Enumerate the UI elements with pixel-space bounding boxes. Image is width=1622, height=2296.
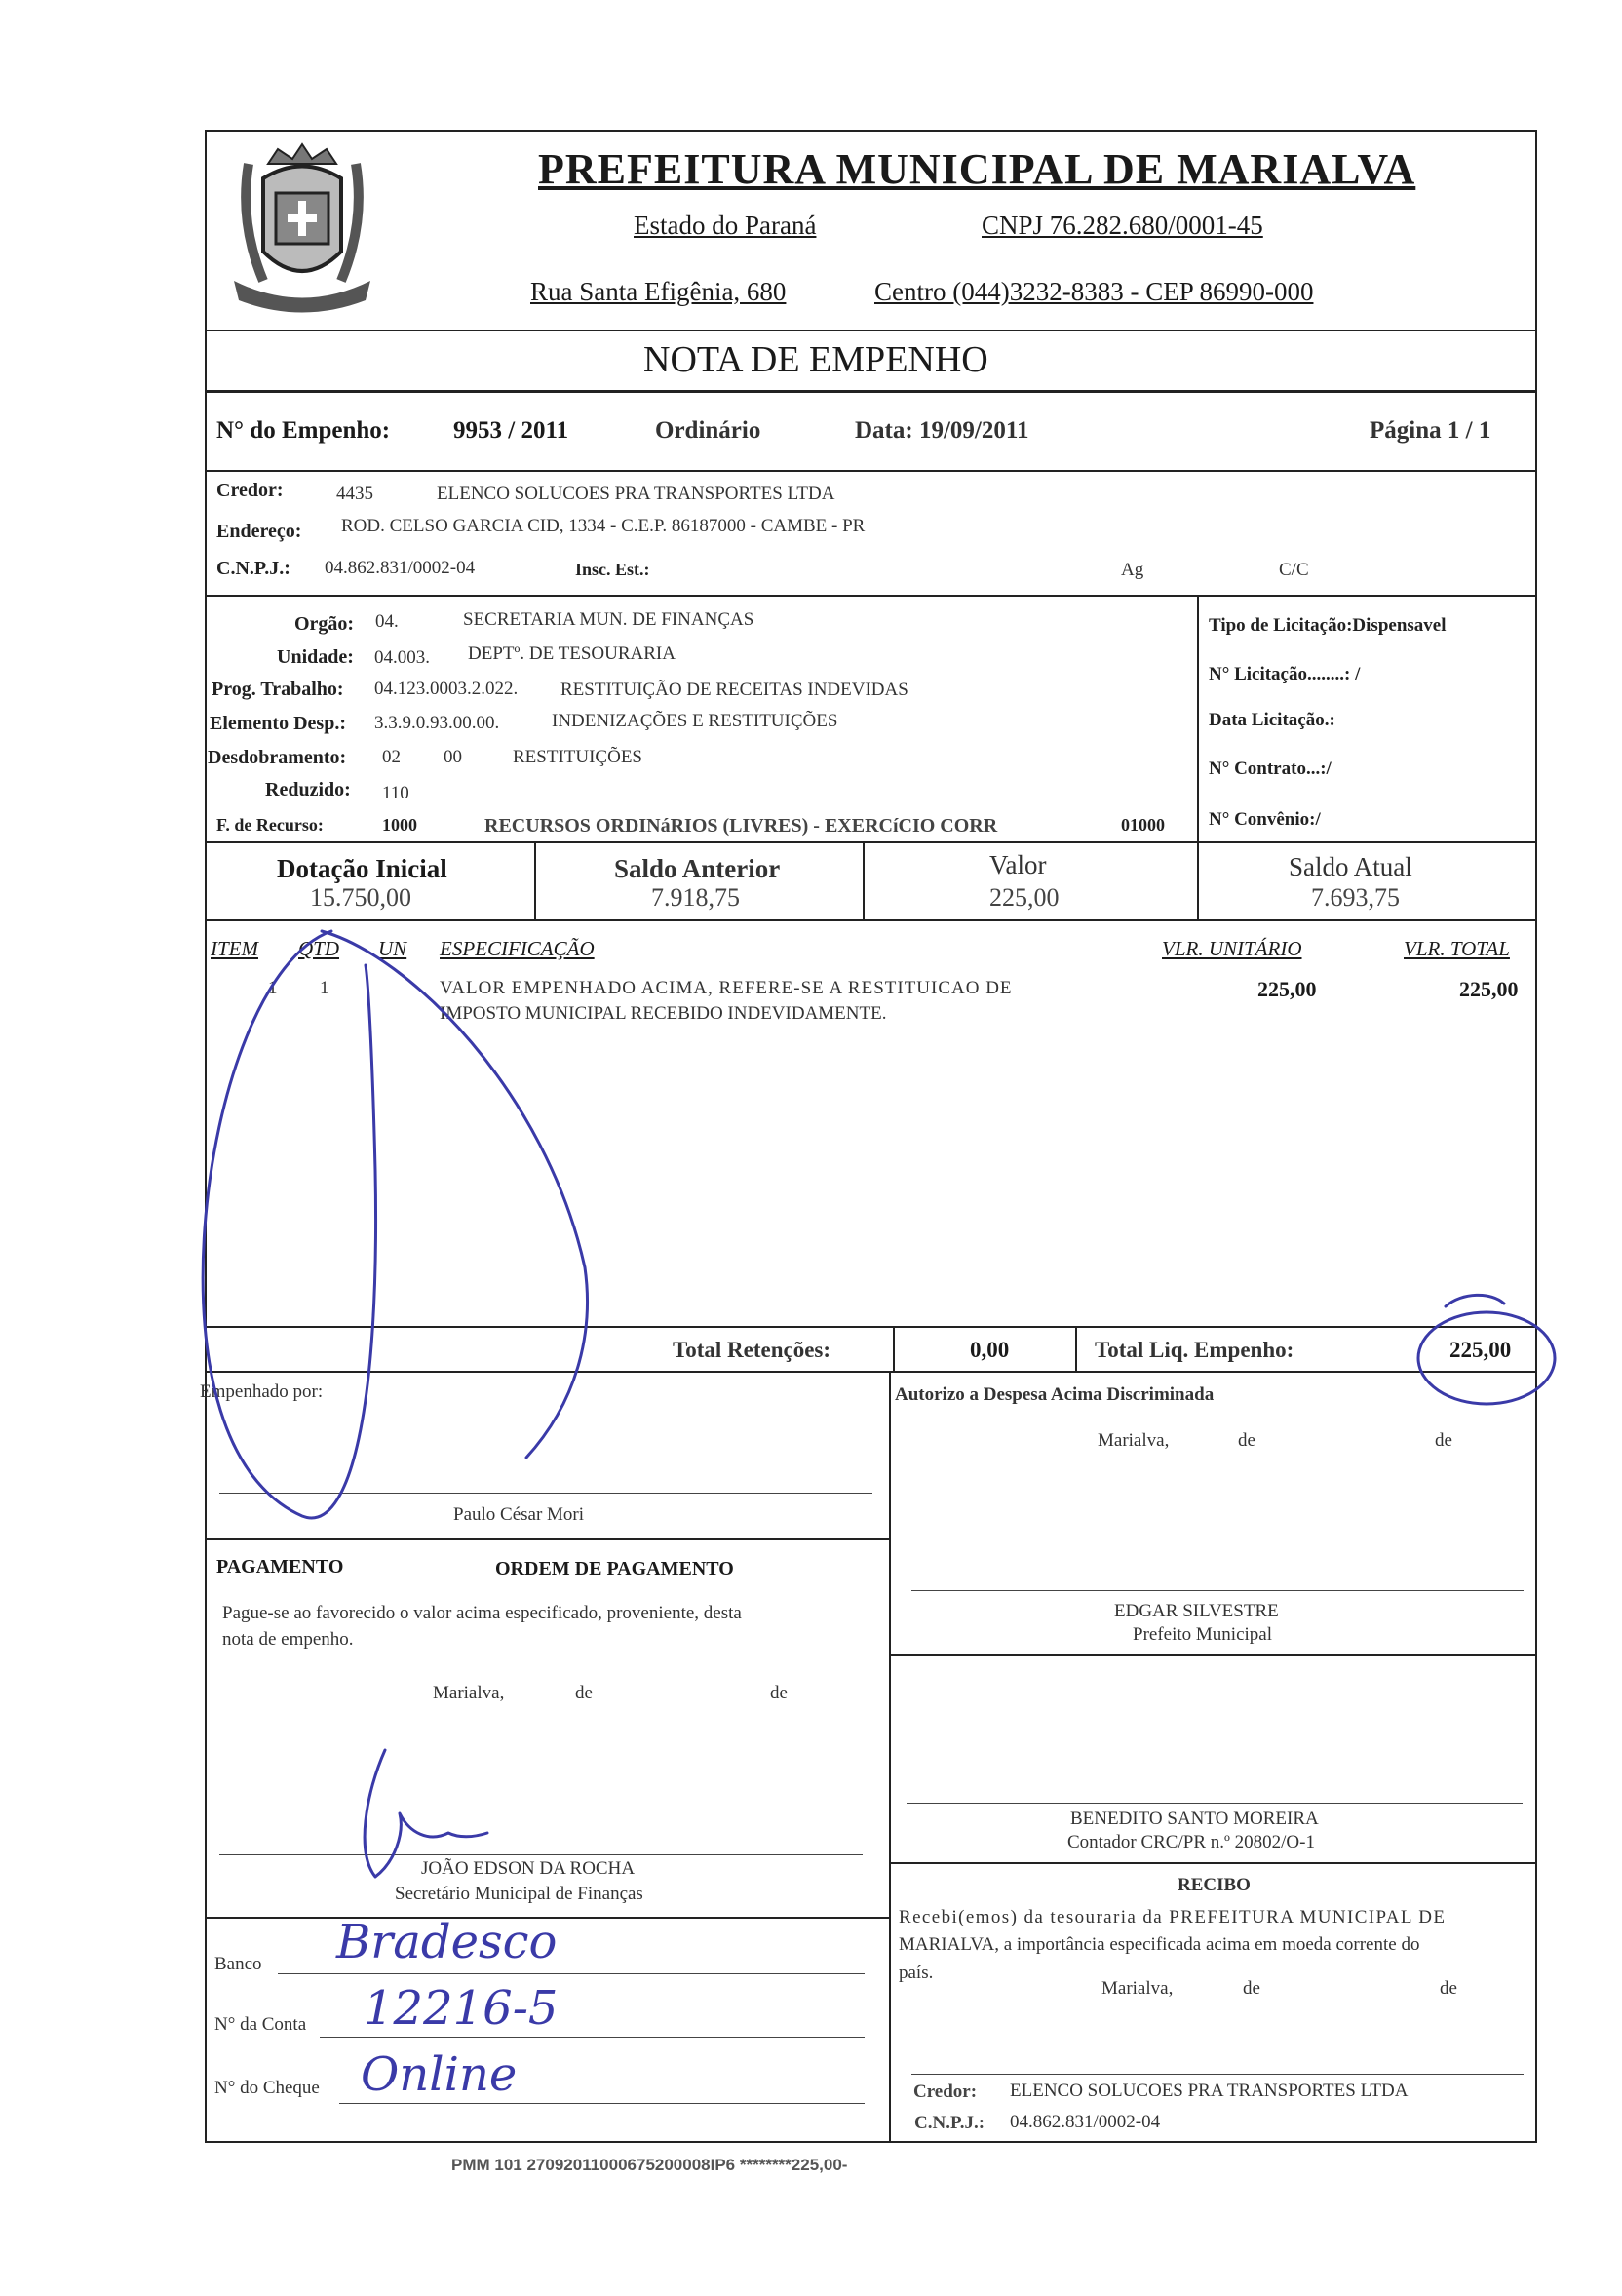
reduzido-label: Reduzido: (265, 779, 351, 800)
credor-code: 4435 (336, 484, 373, 504)
valor-label: Valor (989, 850, 1047, 879)
desdobramento-label: Desdobramento: (208, 747, 347, 768)
total-retencoes-value: 0,00 (970, 1338, 1010, 1362)
recurso-code: 1000 (382, 815, 417, 835)
col-especificacao: ESPECIFICAÇÃO (440, 937, 595, 960)
saldo-atual-label: Saldo Atual (1289, 852, 1412, 881)
insc-est-label: Insc. Est.: (575, 560, 650, 579)
empenhado-por-label: Empenhado por: (200, 1381, 324, 1402)
elemento-desp-code: 3.3.9.0.93.00.00. (374, 713, 500, 733)
item-qtd: 1 (320, 978, 329, 998)
recibo-credor-name: ELENCO SOLUCOES PRA TRANSPORTES LTDA (1010, 2081, 1409, 2101)
secretario-name: JOÃO EDSON DA ROCHA (421, 1858, 636, 1879)
agencia-label: Ag (1121, 560, 1144, 580)
item-especificacao-line1: VALOR EMPENHADO ACIMA, REFERE-SE A RESTITUICAO DE (440, 978, 1013, 998)
prog-trabalho-label: Prog. Trabalho: (212, 679, 344, 700)
prog-trabalho-name: RESTITUIÇÃO DE RECEITAS INDEVIDAS (560, 680, 908, 700)
saldo-anterior-value: 7.918,75 (651, 883, 740, 912)
col-qtd: QTD (298, 937, 340, 960)
street-address: Rua Santa Efigênia, 680 (530, 277, 787, 306)
credor-name: ELENCO SOLUCOES PRA TRANSPORTES LTDA (437, 484, 835, 504)
contador-name: BENEDITO SANTO MOREIRA (1070, 1809, 1319, 1829)
pagamento-de-1: de (575, 1683, 593, 1703)
item-valor-total: 225,00 (1459, 977, 1519, 1001)
unidade-code: 04.003. (374, 647, 430, 668)
desdobramento-b: 00 (444, 747, 462, 767)
recibo-cnpj: 04.862.831/0002-04 (1010, 2112, 1161, 2132)
elemento-desp-label: Elemento Desp.: (210, 713, 346, 734)
pagamento-de-2: de (770, 1683, 788, 1703)
col-un: UN (378, 937, 407, 960)
contador-role: Contador CRC/PR n.º 20802/O-1 (1067, 1832, 1315, 1852)
credor-cnpj-label: C.N.P.J.: (216, 558, 290, 579)
state-label: Estado do Paraná (634, 211, 817, 240)
recurso-label: F. de Recurso: (216, 815, 324, 835)
footer-code: PMM 101 27092011000675200008IP6 ********225,00- (451, 2156, 848, 2174)
autorizo-city: Marialva, (1098, 1430, 1170, 1451)
conta-handwritten: 12216-5 (364, 1981, 559, 2036)
orgao-label: Orgão: (294, 613, 355, 635)
recurso-name: RECURSOS ORDINáRIOS (LIVRES) - EXERCíCIO CORR (484, 815, 998, 837)
credor-address: ROD. CELSO GARCIA CID, 1334 - C.E.P. 86187000 - CAMBE - PR (341, 516, 866, 536)
autorizo-de-2: de (1435, 1430, 1452, 1451)
unidade-name: DEPTº. DE TESOURARIA (468, 643, 676, 664)
document-title: NOTA DE EMPENHO (643, 339, 988, 380)
numero-convenio: N° Convênio:/ (1209, 809, 1321, 830)
ordem-pagamento-label: ORDEM DE PAGAMENTO (495, 1558, 734, 1579)
total-liquido-label: Total Liq. Empenho: (1095, 1338, 1294, 1362)
pagamento-label: PAGAMENTO (216, 1556, 344, 1577)
recibo-city: Marialva, (1101, 1978, 1174, 1999)
empenho-number: 9953 / 2011 (453, 417, 569, 444)
tipo-licitacao: Tipo de Licitação:Dispensavel (1209, 615, 1447, 636)
credor-label: Credor: (216, 480, 284, 501)
saldo-atual-value: 7.693,75 (1311, 883, 1400, 912)
empenho-type: Ordinário (655, 417, 761, 444)
unidade-label: Unidade: (277, 646, 354, 668)
dotacao-inicial-label: Dotação Inicial (277, 854, 447, 883)
district-phone-cep: Centro (044)3232-8383 - CEP 86990-000 (874, 277, 1314, 306)
prefeito-role: Prefeito Municipal (1133, 1624, 1272, 1645)
col-valor-unitario: VLR. UNITÁRIO (1162, 937, 1302, 960)
municipality-title: PREFEITURA MUNICIPAL DE MARIALVA (538, 145, 1416, 193)
prefeito-name: EDGAR SILVESTRE (1114, 1601, 1279, 1621)
desdobramento-a: 02 (382, 747, 401, 767)
recibo-text-line2: MARIALVA, a importância especificada acima em moeda corrente do (899, 1934, 1420, 1955)
empenho-date: Data: 19/09/2011 (855, 417, 1029, 444)
saldo-anterior-label: Saldo Anterior (614, 854, 781, 883)
reduzido-value: 110 (382, 783, 409, 803)
cheque-label: N° do Cheque (214, 2078, 320, 2098)
data-licitacao: Data Licitação.: (1209, 710, 1335, 730)
endereco-label: Endereço: (216, 521, 302, 542)
pagamento-city: Marialva, (433, 1683, 505, 1703)
recibo-text-line1: Recebi(emos) da tesouraria da PREFEITURA MUNICIPAL DE (899, 1907, 1447, 1927)
autorizo-label: Autorizo a Despesa Acima Discriminada (895, 1384, 1215, 1405)
pagamento-text-line2: nota de empenho. (222, 1629, 354, 1650)
prog-trabalho-code: 04.123.0003.2.022. (374, 679, 519, 699)
conta-corrente-label: C/C (1279, 560, 1309, 580)
col-item: ITEM (211, 937, 258, 960)
desdobramento-name: RESTITUIÇÕES (513, 747, 642, 767)
recurso-code-2: 01000 (1121, 815, 1165, 835)
orgao-name: SECRETARIA MUN. DE FINANÇAS (463, 609, 754, 630)
item-number: 1 (268, 978, 278, 998)
page-number: Página 1 / 1 (1370, 417, 1491, 444)
recibo-cnpj-label: C.N.P.J.: (914, 2113, 985, 2133)
conta-label: N° da Conta (214, 2014, 307, 2035)
banco-label: Banco (214, 1954, 262, 1974)
autorizo-de-1: de (1238, 1430, 1255, 1451)
empenhado-por-name: Paulo César Mori (453, 1504, 585, 1525)
item-especificacao-line2: IMPOSTO MUNICIPAL RECEBIDO INDEVIDAMENTE. (440, 1003, 887, 1024)
item-valor-unitario: 225,00 (1257, 977, 1317, 1001)
total-liquido-value: 225,00 (1449, 1338, 1512, 1362)
pagamento-text-line1: Pague-se ao favorecido o valor acima especificado, proveniente, desta (222, 1603, 742, 1623)
elemento-desp-name: INDENIZAÇÕES E RESTITUIÇÕES (552, 711, 838, 731)
recibo-label: RECIBO (1178, 1875, 1251, 1895)
cheque-handwritten: Online (361, 2047, 518, 2102)
recibo-de-2: de (1440, 1978, 1457, 1999)
dotacao-inicial-value: 15.750,00 (310, 883, 411, 912)
recibo-de-1: de (1243, 1978, 1260, 1999)
credor-cnpj: 04.862.831/0002-04 (325, 558, 476, 578)
total-retencoes-label: Total Retenções: (673, 1338, 831, 1362)
empenho-number-label: N° do Empenho: (216, 417, 391, 444)
numero-licitacao: N° Licitação........: / (1209, 664, 1361, 684)
numero-contrato: N° Contrato...:/ (1209, 759, 1332, 779)
banco-handwritten: Bradesco (336, 1915, 558, 1969)
col-valor-total: VLR. TOTAL (1404, 937, 1510, 960)
valor-value: 225,00 (989, 883, 1060, 912)
orgao-code: 04. (375, 611, 399, 632)
recibo-text-line3: país. (899, 1963, 934, 1983)
cnpj-label: CNPJ 76.282.680/0001-45 (982, 211, 1263, 240)
recibo-credor-label: Credor: (913, 2082, 978, 2102)
secretario-role: Secretário Municipal de Finanças (395, 1884, 643, 1904)
